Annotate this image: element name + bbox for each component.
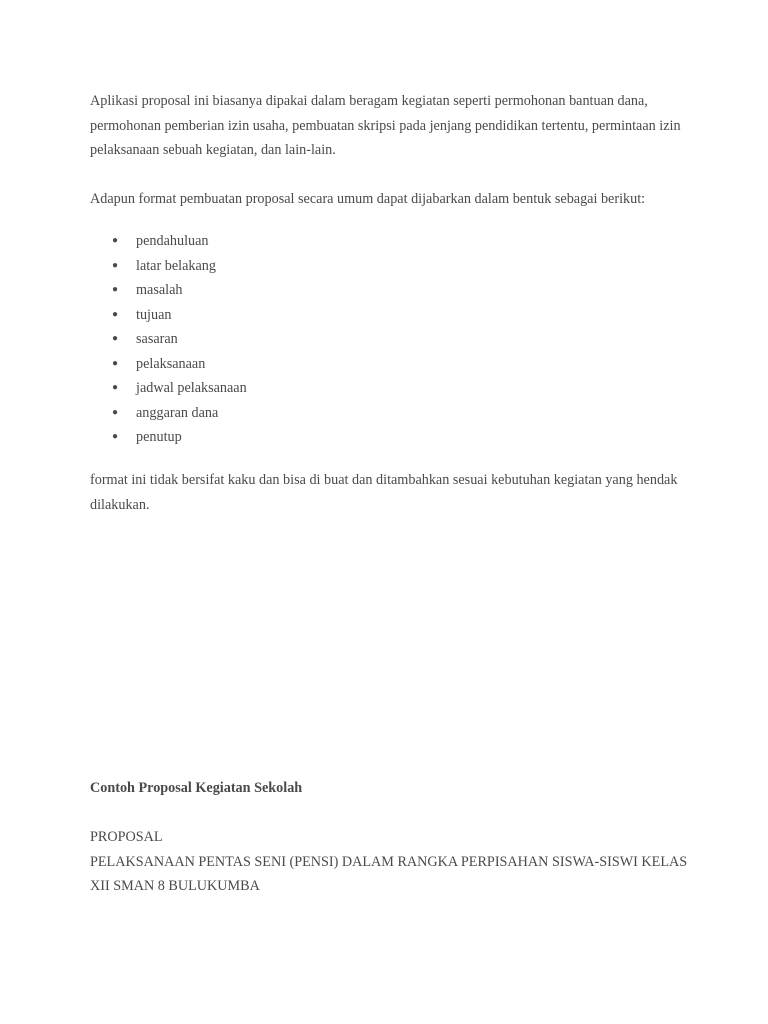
list-item-label: sasaran [136, 331, 178, 347]
proposal-title: PELAKSANAAN PENTAS SENI (PENSI) DALAM RANGKA PERPISAHAN SISWA-SISWI KELAS XII SMAN 8 BULUKUMBA [90, 853, 688, 894]
format-list [90, 229, 247, 450]
list-item-label: pendahuluan [136, 233, 209, 249]
list-item [90, 425, 247, 450]
bullet-icon: ● [112, 406, 119, 418]
list-item [90, 327, 247, 352]
section-heading: Contoh Proposal Kegiatan Sekolah [90, 780, 303, 796]
bullet-icon: ● [112, 284, 119, 295]
bullet-icon: ● [112, 259, 119, 271]
intro-paragraph: Aplikasi proposal ini biasanya dipakai dalam beragam kegiatan seperti permohonan bantuan dana, permohonan pemberian izin usaha, pembuatan skripsi pada jenjang pendidikan tertentu, permintaan izin pelaksanaan sebuah kegiatan, dan lain-lain. [90, 93, 681, 158]
list-item-label: latar belakang [136, 257, 216, 274]
list-item [90, 401, 247, 426]
list-item [90, 254, 247, 279]
bullet-icon: ● [112, 308, 119, 320]
bullet-icon: ● [112, 235, 119, 246]
bullet-icon: ● [112, 431, 119, 442]
proposal-title-block [90, 825, 690, 899]
list-item [90, 278, 247, 303]
list-item-label: pelaksanaan [136, 355, 206, 372]
note-paragraph: format ini tidak bersifat kaku dan bisa di buat dan ditambahkan sesuai kebutuhan kegiatan yang hendak dilakukan. [90, 472, 678, 513]
list-item-label: masalah [136, 282, 183, 298]
bullet-icon: ● [112, 382, 119, 393]
bullet-icon: ● [112, 333, 119, 344]
bullet-icon: ● [112, 357, 119, 369]
list-item [90, 352, 247, 377]
list-item-label: tujuan [136, 306, 172, 323]
list-item [90, 303, 247, 328]
list-item-label: jadwal pelaksanaan [136, 380, 247, 396]
list-item-label: penutup [136, 429, 182, 445]
list-item [90, 376, 247, 401]
proposal-label: PROPOSAL [90, 829, 163, 845]
list-item-label: anggaran dana [136, 404, 219, 421]
format-paragraph: Adapun format pembuatan proposal secara umum dapat dijabarkan dalam bentuk sebagai berikut: [90, 191, 646, 207]
list-item [90, 229, 247, 254]
